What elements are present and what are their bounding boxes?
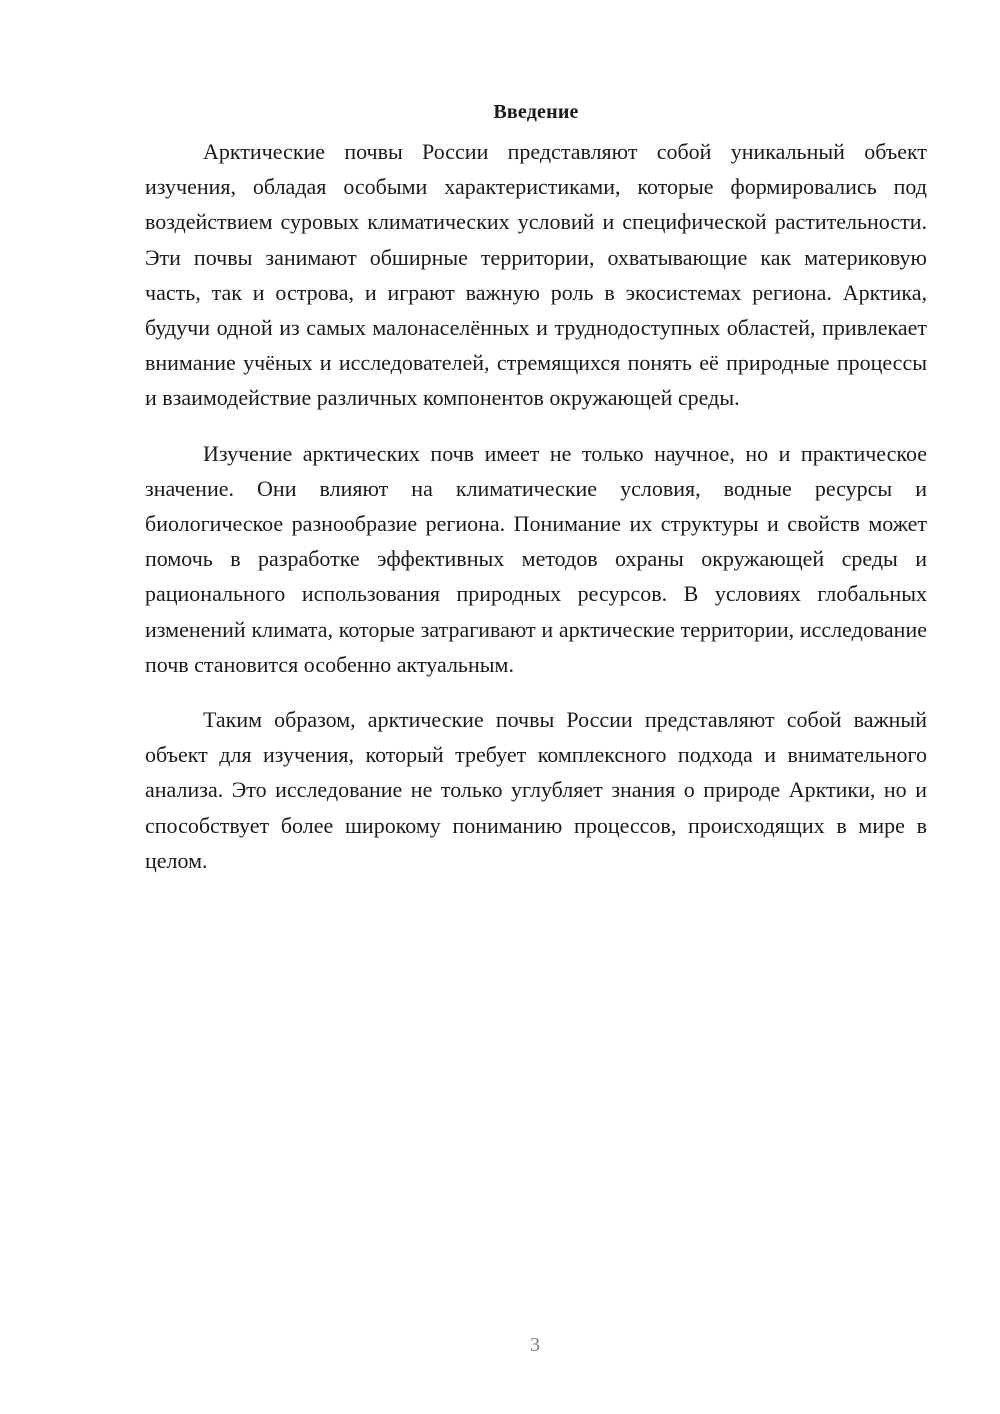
paragraph-1: Арктические почвы России представляют собой уникальный объект изучения, обладая особыми характеристиками, которые формировались под воздействием суровых климатических условий и специфической растительности. Эти почвы занимают обширные территории, охватывающие как материковую часть, так и острова, и играют важную роль в экосистемах региона. Арктика, будучи одной из самых малонаселённых и труднодоступных областей, привлекает внимание учёных и исследователей, стремящихся понять её природные процессы и взаимодействие различных компонентов окружающей среды. [145, 139, 927, 411]
paragraph-3: Таким образом, арктические почвы России представляют собой важный объект для изучения, который требует комплексного подхода и внимательного анализа. Это исследование не только углубляет знания о природе Арктики, но и способствует более широкому пониманию процессов, происходящих в мире в целом. [145, 707, 927, 873]
paragraph-2: Изучение арктических почв имеет не только научное, но и практическое значение. Они влияют на климатические условия, водные ресурсы и биологическое разнообразие региона. Понимание их структуры и свойств может помочь в разработке эффективных методов охраны окружающей среды и рационального использования природных ресурсов. В условиях глобальных изменений климата, которые затрагивают и арктические территории, исследование почв становится особенно актуальным. [145, 440, 927, 677]
section-heading: Введение [493, 101, 579, 123]
page-number: 3 [530, 1334, 540, 1356]
page-content [145, 96, 927, 898]
